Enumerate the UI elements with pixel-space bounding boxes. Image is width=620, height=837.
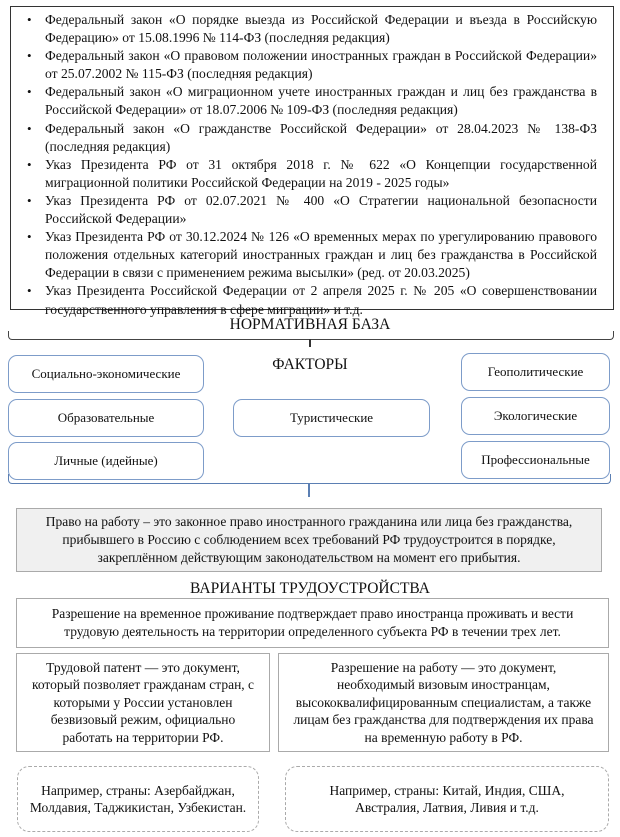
- factor-geopolitical: Геополитические: [461, 353, 610, 391]
- law-item: • Указ Президента РФ от 02.07.2021 № 400 «О Стратегии национальной безопасности Российской Федерации»: [45, 192, 597, 228]
- permit-countries-example: Например, страны: Китай, Индия, США, Австралия, Латвия, Ливия и т.д.: [285, 766, 609, 832]
- normative-base-title: НОРМАТИВНАЯ БАЗА: [229, 316, 391, 333]
- normative-base-connector: [309, 339, 311, 347]
- work-patent-box: Трудовой патент — это документ, который позволяет гражданам стран, с которыми у России установлен безвизовый режим, официально работать на территории РФ.: [16, 653, 270, 752]
- law-item: • Указ Президента РФ от 31 октября 2018 г. № 622 «О Концепции государственной миграционной политики Российской Федерации на 2019 - 2025 годы»: [45, 156, 597, 192]
- law-item: • Федеральный закон «О правовом положении иностранных граждан в Российской Федерации» от 25.07.2002 № 115-ФЗ (последняя редакция): [45, 47, 597, 83]
- factor-educational: Образовательные: [8, 399, 204, 437]
- factors-brace: [8, 474, 611, 484]
- normative-base-list: [10, 6, 614, 317]
- normative-base-brace: [8, 331, 614, 340]
- law-item: • Федеральный закон «О порядке выезда из Российской Федерации и въезда в Российскую Федерацию» от 15.08.1996 № 114-ФЗ (последняя редакция): [45, 11, 597, 47]
- laws-list: [25, 11, 597, 319]
- law-item: • Федеральный закон «О миграционном учете иностранных граждан и лиц без гражданства в Российской Федерации» от 18.07.2006 № 109-ФЗ (последняя редакция): [45, 83, 597, 119]
- law-item: • Указ Президента РФ от 30.12.2024 № 126 «О временных мерах по урегулированию правового положения отдельных категорий иностранных граждан и лиц без гражданства в Российской Федерации в связи с применением режима высылки» (ред. от 20.03.2025): [45, 228, 597, 282]
- temporary-residence-box: Разрешение на временное проживание подтверждает право иностранца проживать и вести трудовую деятельность на территории определенного субъекта РФ в течении трех лет.: [16, 598, 609, 648]
- factor-ecological: Экологические: [461, 397, 610, 435]
- right-to-work-definition: Право на работу – это законное право иностранного гражданина или лица без гражданства, прибывшего в Россию с соблюдением всех требований РФ трудоустроится в порядке, закреплённом действующим законодательством на момент его прибытия.: [16, 508, 602, 572]
- factors-title: ФАКТОРЫ: [272, 356, 348, 373]
- factor-professional: Профессиональные: [461, 441, 610, 479]
- factor-personal: Личные (идейные): [8, 442, 204, 480]
- law-item: • Указ Президента Российской Федерации от 2 апреля 2025 г. № 205 «О совершенствовании государственного управления в сфере миграции» и т.д.: [45, 282, 597, 318]
- factor-tourist: Туристические: [233, 399, 430, 437]
- factor-socioeconomic: Социально-экономические: [8, 355, 204, 393]
- law-item: • Федеральный закон «О гражданстве Российской Федерации» от 28.04.2023 № 138-ФЗ (последняя редакция): [45, 120, 597, 156]
- employment-options-title: ВАРИАНТЫ ТРУДОУСТРОЙСТВА: [190, 580, 430, 597]
- factors-connector: [308, 483, 310, 497]
- patent-countries-example: Например, страны: Азербайджан, Молдавия, Таджикистан, Узбекистан.: [17, 766, 259, 832]
- work-permit-box: Разрешение на работу — это документ, необходимый визовым иностранцам, высококвалифицированным специалистам, а также лицам без гражданства для подтверждения их права на временную работу в РФ.: [278, 653, 609, 752]
